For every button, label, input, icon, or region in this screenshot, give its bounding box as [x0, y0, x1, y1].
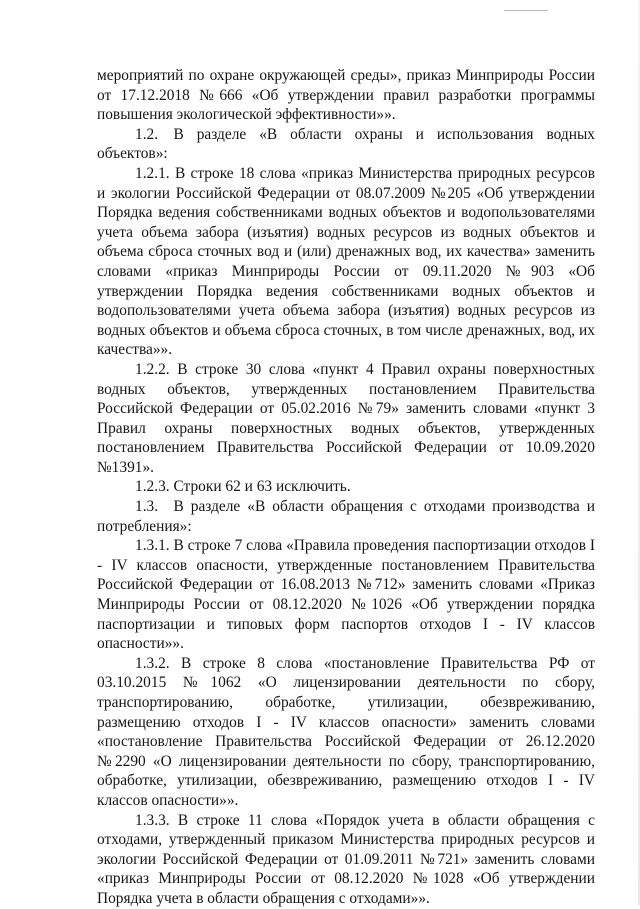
- paragraph-1-3-3: 1.3.3. В строке 11 слова «Порядок учета в области обращения с отходами, утвержденный приказом Министерства природных ресурсов и экологии Российской Федерации от 01.09.2011 №721» заменить словами «приказ Минприроды России от 08.12.2020 №1028 «Об утверждении Порядка учета в области обращения с отходами»».: [97, 811, 595, 907]
- paragraph-1-3-1: 1.3.1. В строке 7 слова «Правила проведения паспортизации отходов I - IV классов опасности, утвержденные постановлением Правительства Российской Федерации от 16.08.2013 №712» заменить словами «Приказ Минприроды России от 08.12.2020 №1026 «Об утверждении порядка паспортизации и типовых форм паспортов отходов I - IV классов опасности»».: [97, 537, 595, 653]
- document-body: [97, 66, 595, 909]
- paragraph-1-2-2: 1.2.2. В строке 30 слова «пункт 4 Правил охраны поверхностных водных объектов, утвержденных постановлением Правительства Российской Федерации от 05.02.2016 №79» заменить словами «пункт 3 Правил охраны поверхностных водных объектов, утвержденных постановлением Правительства Российской Федерации от 10.09.2020 №1391».: [97, 360, 595, 476]
- paragraph-1-2-3: 1.2.3. Строки 62 и 63 исключить.: [135, 478, 351, 496]
- paragraph-section-1-2: 1.2. В разделе «В области охраны и использования водных объектов»:: [97, 125, 595, 163]
- paragraph-continuation: мероприятий по охране окружающей среды», приказ Минприроды России от 17.12.2018 №666 «Об утверждении правил разработки программы повышения экологической эффективности»».: [97, 67, 595, 124]
- paragraph-section-1-3: 1.3. В разделе «В области обращения с отходами производства и потребления»:: [97, 498, 595, 535]
- paragraph-1-3-2: 1.3.2. В строке 8 слова «постановление Правительства РФ от 03.10.2015 №1062 «О лицензировании деятельности по сбору, транспортированию, обработке, утилизации, обезвреживанию, размещению отходов I - IV классов опасности» заменить словами «постановление Правительства Российской Федерации от 26.12.2020 №2290 «О лицензировании деятельности по сбору, транспортированию, обработке, утилизации, обезвреживанию, размещению отходов I - IV классов опасности»».: [97, 654, 595, 809]
- scan-corner-mark: [504, 0, 548, 11]
- paragraph-1-2-1: 1.2.1. В строке 18 слова «приказ Министерства природных ресурсов и экологии Российской Федерации от 08.07.2009 №205 «Об утверждении Порядка ведения собственниками водных объектов и водопользователями учета объема забора (изъятия) водных ресурсов из водных объектов и объема сброса сточных вод и (или) дренажных вод, их качества» заменить словами «приказ Минприроды России от 09.11.2020 №903 «Об утверждении Порядка ведения собственниками водных объектов и водопользователями учета объема забора (изъятия) водных ресурсов из водных объектов и объема сброса сточных, в том числе дренажных, вод, их качества»».: [97, 164, 595, 359]
